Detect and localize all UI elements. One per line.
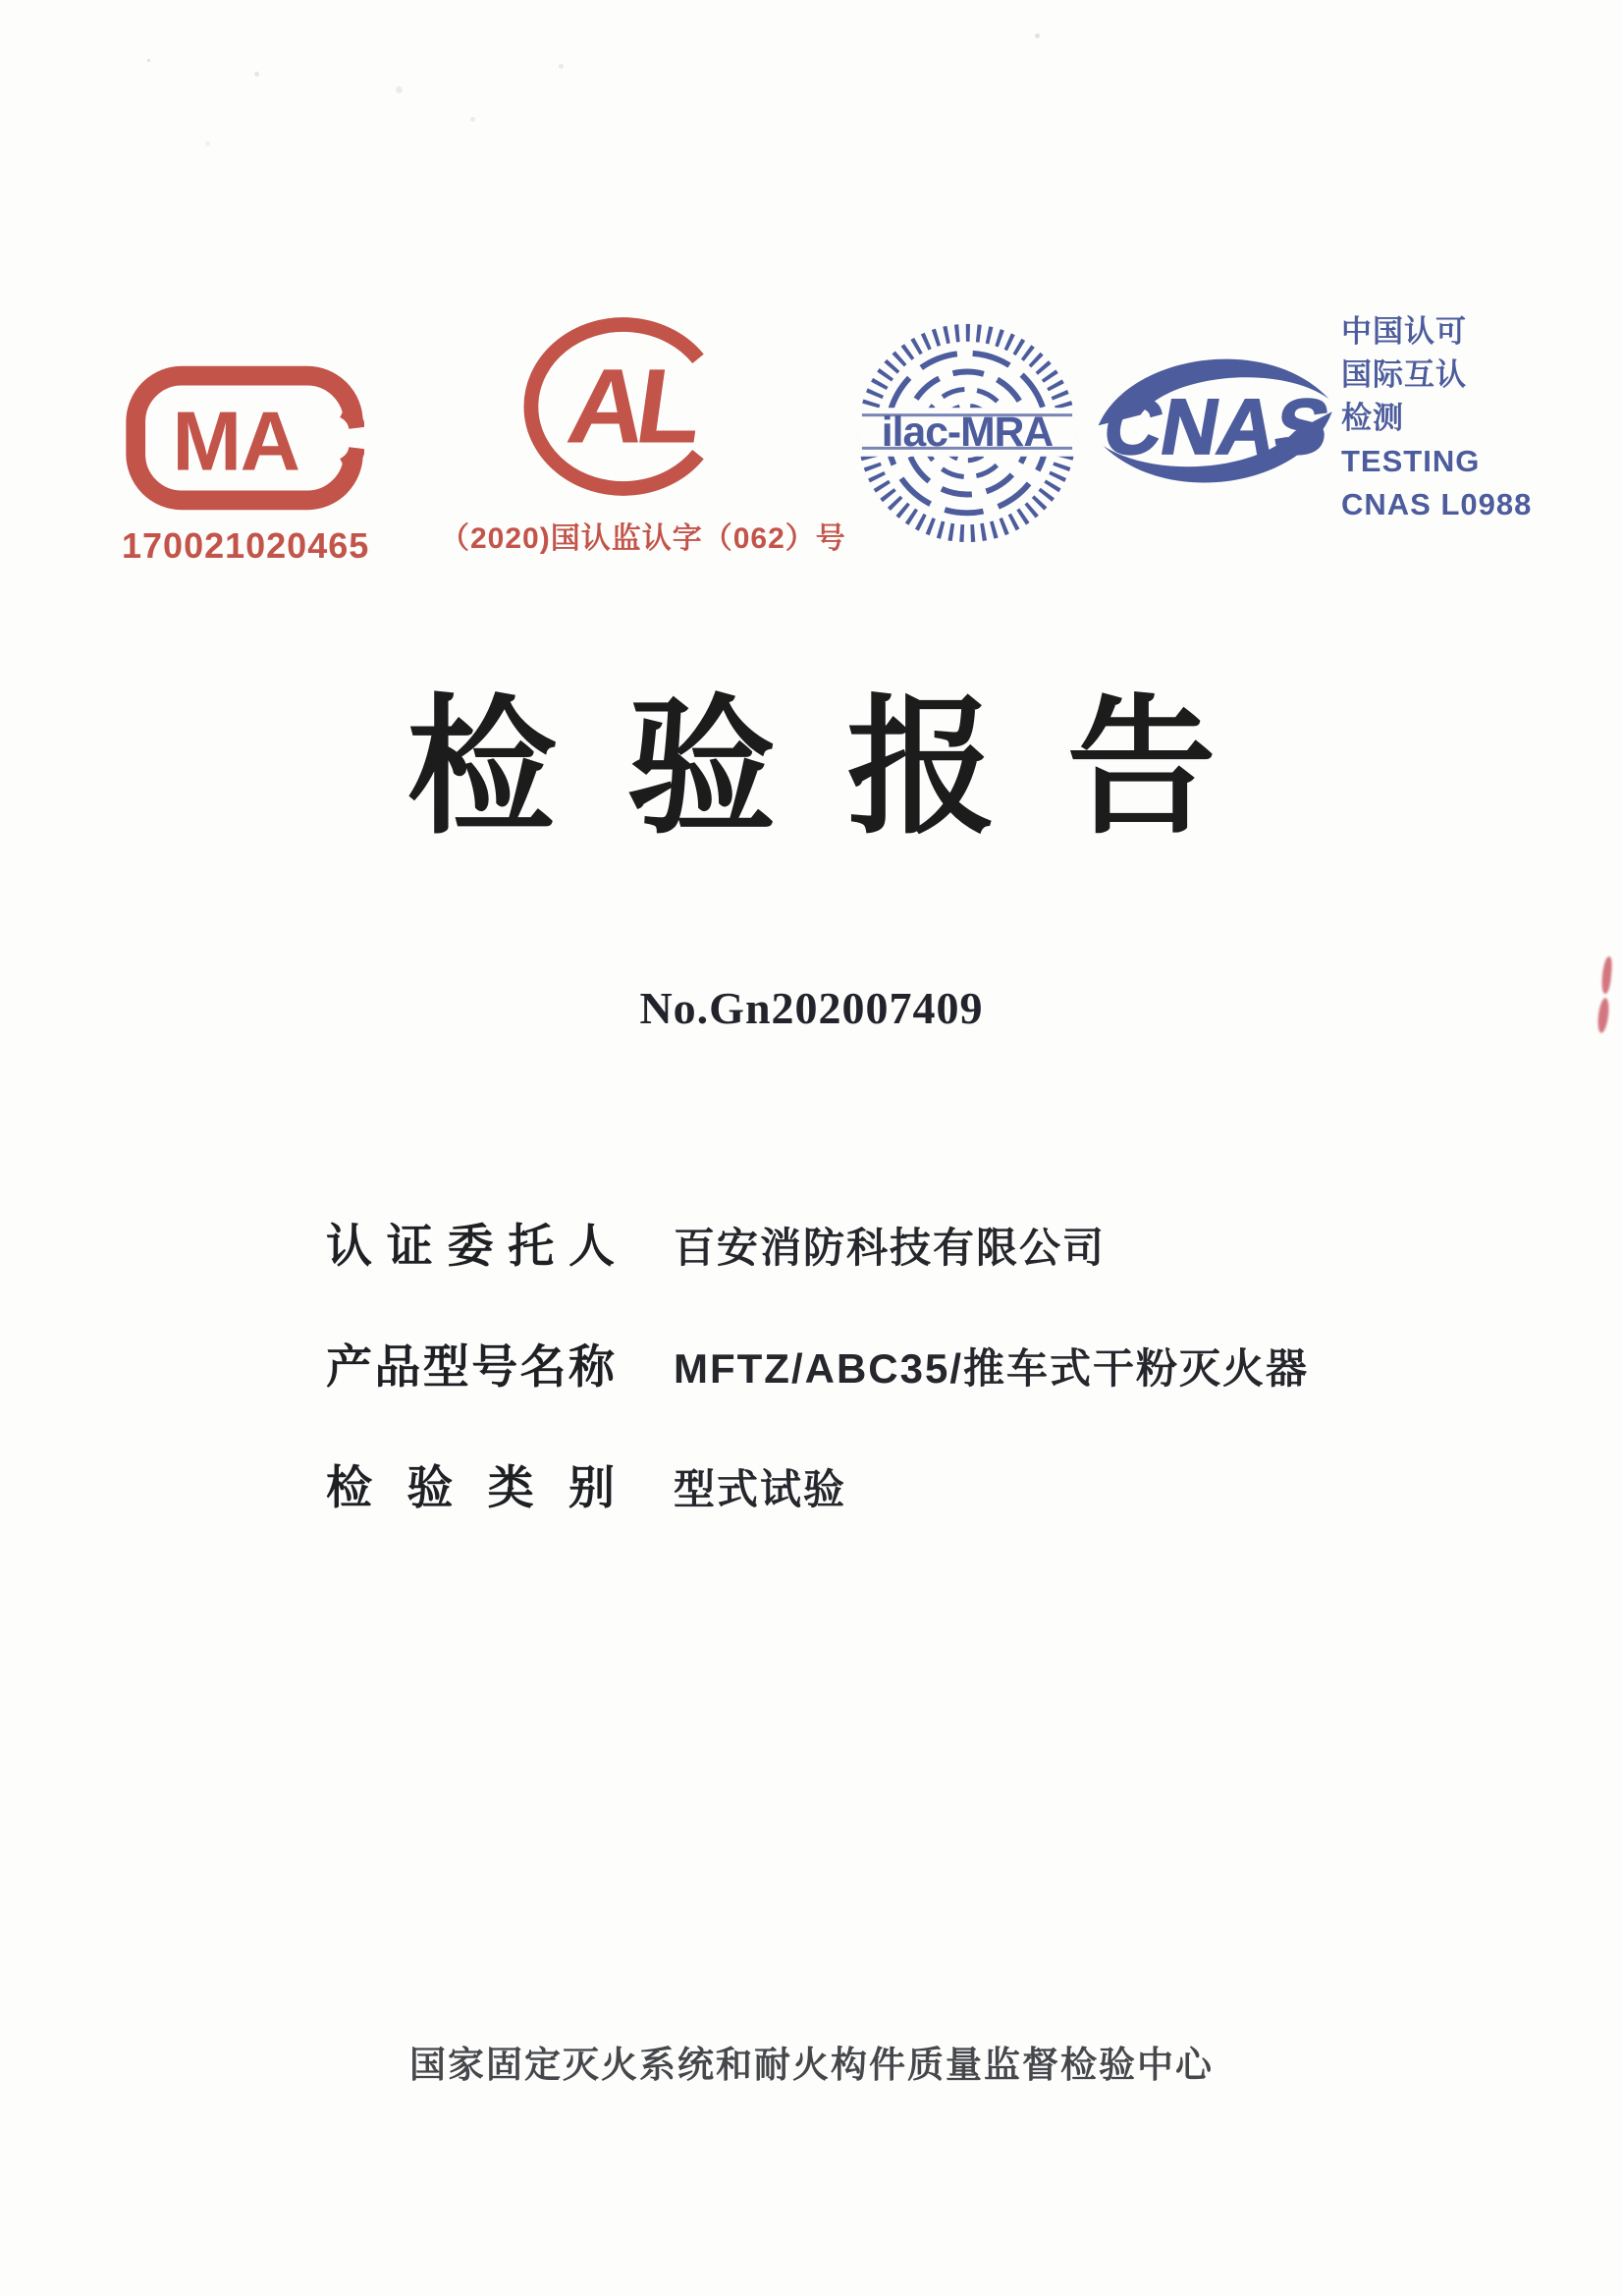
field-value: 型式试验: [674, 1466, 847, 1512]
ilac-mra-logo-block: [850, 316, 1084, 555]
ilac-mra-logo-label: ilac-MRA: [881, 408, 1054, 456]
cnas-caption-line: 国际互认: [1341, 357, 1467, 392]
field-row-product-model: [326, 1331, 1309, 1396]
al-logo-block: [440, 314, 846, 557]
field-label: 检 验 类 别: [326, 1463, 615, 1514]
al-logo-icon: [515, 314, 737, 499]
issuing-organization: 国家固定灭火系统和耐火构件质量监督检验中心: [409, 2045, 1214, 2085]
cnas-caption-line: 中国认可: [1341, 314, 1467, 349]
field-label: 产品型号名称: [326, 1342, 615, 1394]
field-value: MFTZ/ABC35/推车式干粉灭火器: [674, 1345, 1310, 1392]
report-fields: [326, 1210, 1309, 1572]
ilac-mra-logo-icon: [850, 316, 1084, 550]
cnas-caption-line: 检测: [1341, 401, 1404, 435]
al-logo-letters: AL: [561, 346, 702, 465]
cnas-caption-line: CNAS L0988: [1341, 487, 1533, 521]
cma-logo-letters: MA: [172, 395, 299, 489]
scan-noise-artifact: [147, 59, 150, 62]
cma-accreditation-number: 170021020465: [122, 525, 370, 566]
cnas-caption-block: [1341, 310, 1532, 526]
field-row-applicant: [326, 1210, 1309, 1276]
cma-logo-block: [122, 365, 370, 567]
field-row-test-category: [326, 1451, 1309, 1517]
cma-logo-icon: [125, 365, 364, 511]
cnas-logo-letters: CNAS: [1097, 383, 1335, 472]
report-number: No.Gn202007409: [639, 983, 984, 1033]
field-value: 百安消防科技有限公司: [674, 1225, 1107, 1271]
cnas-logo-icon: [1092, 332, 1335, 513]
al-accreditation-caption: （2020)国认监认字（062）号: [440, 522, 846, 555]
report-title: 检验报告: [406, 684, 1287, 851]
field-label: 认 证 委 托 人: [326, 1222, 615, 1273]
cnas-logo-block: [1092, 332, 1335, 518]
cnas-caption-line: TESTING: [1341, 444, 1481, 478]
